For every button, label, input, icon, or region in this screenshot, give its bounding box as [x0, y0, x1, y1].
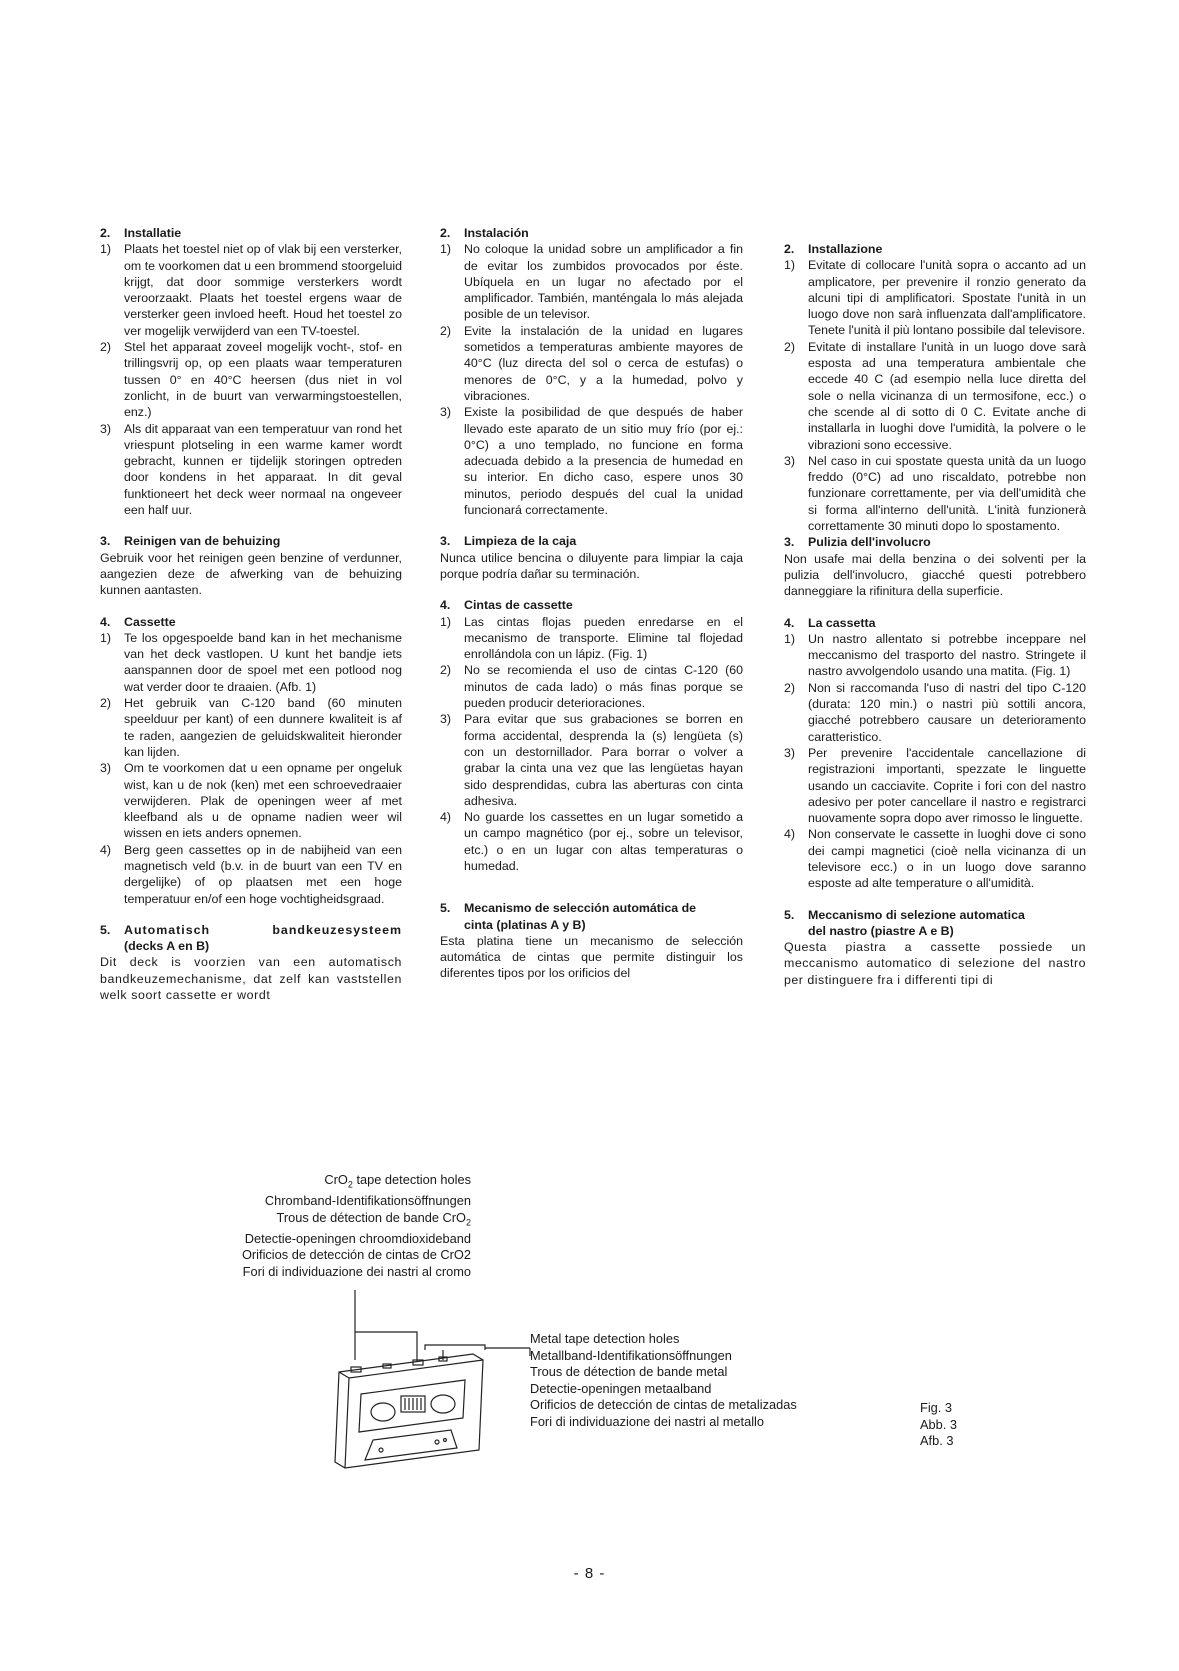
item-text: Non si raccomanda l'uso di nastri del tipo C-120 (durata: 120 min.) o nastri più sottili ancora, giacché potrebbero causare un deterioramento caratteristico.	[808, 680, 1086, 744]
list-item	[100, 421, 402, 519]
item-number: 3)	[440, 712, 452, 727]
cro2-detection-labels	[242, 1172, 471, 1281]
item-text: Om te voorkomen dat u een opname per ongeluk wist, kan u de nok (ken) met een schroevedraaier verwijderen. Plak de openingen weer af met kleefband als u de opname nadien weer wil wissen en iets anders opnemen.	[124, 761, 402, 841]
section-text: Gebruik voor het reinigen geen benzine of verdunner, aangezien deze de afwerking van de behuizing kunnen aantasten.	[100, 550, 402, 598]
it-installazione-section	[784, 241, 1086, 534]
item-number: 4)	[100, 842, 112, 857]
italian-column	[784, 241, 1086, 988]
section-number: 4.	[440, 598, 451, 613]
section-subtitle: del nastro (piastre A e B)	[808, 923, 954, 938]
cro2-label-it: Fori di individuazione dei nastri al cromo	[242, 1264, 471, 1280]
item-text: Het gebruik van C-120 band (60 minuten speelduur per kant) of een dunnere kwaliteit is af te raden, aangezien de geluidskwaliteit hieronder kan lijden.	[124, 696, 402, 759]
es-cintas-section	[440, 597, 743, 874]
figure-caption	[920, 1400, 957, 1450]
list-item	[100, 339, 402, 420]
item-number: 1)	[440, 242, 452, 257]
page-number: - 8 -	[573, 1565, 606, 1582]
reel-window-left	[371, 1403, 395, 1421]
guide-hole	[379, 1448, 383, 1452]
section-text: Non usafe mai della benzina o dei solventi per la pulizia dell'involucro, giacché questi potrebbero danneggiare la rifinitura della superficie.	[784, 551, 1086, 599]
label-part: tape detection holes	[352, 1172, 471, 1187]
list-item	[784, 826, 1086, 891]
item-text: Para evitar que sus grabaciones se borren en forma accidental, desprenda la (s) lengüeta (s) con un destornillador. Para borrar o volver a grabar la cinta una vez que las lengüetas hayan sido desprendidas, cubra las aberturas con cinta adhesiva.	[464, 712, 743, 808]
section-title: La cassetta	[808, 615, 876, 630]
spanish-column	[440, 225, 743, 982]
label-subscript: 2	[465, 1217, 471, 1228]
es-instalacion-heading	[440, 225, 743, 241]
item-text: Evitate di collocare l'unità sopra o accanto ad un amplicatore, per prevenire il ronzio generato da alcuni tipi di amplificatori. Spostate l'unità in un luogo dove non sarà influenzata dall'amplificatore. Tenete l'unità il più lontano possibile dal televisore.	[808, 258, 1086, 338]
section-title: Instalación	[464, 226, 529, 240]
item-number: 2)	[100, 696, 112, 711]
list-item	[440, 323, 743, 404]
cro2-label-de: Chromband-Identifikationsöffnungen	[264, 1193, 471, 1209]
section-title: Cintas de cassette	[464, 598, 573, 613]
item-text: No se recomienda el uso de cintas C-120 (60 minutos de cada lado) o más finas porque se pueden producir deterioraciones.	[464, 663, 743, 711]
cro2-label-en	[242, 1172, 471, 1193]
item-text: Als dit apparaat van een temperatuur van rond het vriespunt plotseling in een warme kamer wordt gebracht, kunnen er tijdelijk storingen optreden door kondens in het apparaat. In dit geval funktioneert het deck weer normaal na ongeveer een half uur.	[124, 421, 402, 518]
item-number: 1)	[100, 630, 112, 645]
section-text: Questa piastra a cassette possiede un meccanismo automatico di selezione del nastro per distinguere fra i differenti tipi di	[784, 940, 1086, 987]
list-item	[784, 453, 1086, 534]
nl-auto-heading	[100, 922, 402, 955]
item-number: 3)	[100, 761, 112, 776]
it-cassetta-heading	[784, 615, 1086, 631]
guide-hole	[435, 1440, 439, 1444]
item-text: Existe la posibilidad de que después de haber llevado este aparato de un sitio muy frío (por ej.: 0°C) a uno templado, no funcione en forma adecuada debido a la presencia de humedad en su interior. En dicho caso, espere unos 30 minutos, periodo después del cual la unidad funcionará correctamente.	[464, 405, 743, 518]
list-item	[440, 662, 743, 711]
fig-label-nl: Afb. 3	[920, 1433, 954, 1449]
it-installazione-heading	[784, 241, 1086, 257]
nl-reinigen-heading	[100, 533, 402, 549]
item-text: Stel het apparaat zoveel mogelijk vocht-, stof- en trillingsvrij op, op een plaats waar temperaturen tussen 0° en 40°C heersen (dus niet in vol zonlicht, in de buurt van verwarmingstoestellen, enz.)	[124, 340, 402, 420]
metal-label-it: Fori di individuazione dei nastri al metallo	[530, 1413, 765, 1429]
list-item	[440, 241, 743, 322]
item-number: 4)	[440, 810, 452, 825]
guide-hole	[444, 1439, 447, 1442]
item-number: 2)	[100, 340, 112, 355]
section-number: 5.	[784, 907, 795, 922]
list-item	[784, 339, 1086, 453]
section-subtitle: (decks A en B)	[124, 939, 210, 954]
dutch-column	[100, 225, 402, 1003]
cro2-label-es: Orificios de detección de cintas de CrO2	[241, 1247, 471, 1263]
list-item	[440, 404, 743, 518]
item-number: 2)	[784, 680, 796, 695]
metal-label-es: Orificios de detección de cintas de metalizadas	[530, 1397, 797, 1413]
it-meccanismo-section	[784, 907, 1086, 988]
nl-cassette-section	[100, 614, 402, 907]
nl-cassette-heading	[100, 614, 402, 630]
label-part: Trous de détection de bande CrO	[276, 1209, 466, 1225]
section-title: Installatie	[124, 226, 182, 240]
section-number: 5.	[440, 901, 451, 916]
label-part: CrO	[324, 1172, 348, 1187]
section-number: 4.	[100, 614, 111, 629]
fig-label-en: Fig. 3	[920, 1400, 953, 1415]
section-title: Mecanismo de selección automática de	[464, 901, 697, 916]
section-title: Installazione	[808, 242, 883, 256]
fig-label-de: Abb. 3	[920, 1416, 957, 1432]
item-number: 1)	[784, 258, 796, 273]
section-title: Reinigen van de behuizing	[124, 534, 281, 549]
section-number: 3.	[100, 534, 111, 549]
list-item	[784, 257, 1086, 338]
item-number: 2)	[440, 663, 452, 678]
it-pulizia-heading	[784, 534, 1086, 550]
it-meccanismo-heading	[784, 907, 1086, 940]
metal-label-de: Metallband-Identifikationsöffnungen	[530, 1347, 732, 1363]
item-number: 3)	[100, 421, 112, 436]
item-text: Un nastro allentato si potrebbe inceppare nel meccanismo del trasporto del nastro. Stringete il nastro avvolgendolo usando una matita. (Fig. 1)	[808, 631, 1086, 679]
item-number: 1)	[100, 242, 112, 257]
es-mecanismo-heading	[440, 900, 743, 933]
section-number: 3.	[440, 534, 451, 549]
item-number: 2)	[440, 323, 452, 338]
item-number: 3)	[784, 453, 796, 468]
section-title: Limpieza de la caja	[464, 534, 577, 549]
item-text: No coloque la unidad sobre un amplificador a fin de evitar los zumbidos provocados por éste. Ubíquela en un lugar no afectado por el amplificador. También, manténgala lo más alejada posible de un televisor.	[464, 242, 743, 322]
item-number: 1)	[440, 614, 452, 629]
metal-label-en: Metal tape detection holes	[530, 1331, 680, 1346]
section-number: 2.	[440, 226, 451, 240]
list-item	[100, 760, 402, 841]
it-cassetta-section	[784, 615, 1086, 892]
list-item	[100, 842, 402, 907]
item-number: 4)	[784, 827, 796, 842]
list-item	[440, 614, 743, 663]
nl-installatie-section	[100, 225, 402, 518]
list-item	[784, 680, 1086, 745]
item-text: Berg geen cassettes op in de nabijheid van een magnetisch veld (b.v. in de buurt van een TV en dergelijke) of op plaatsen met een hoge temperatuur en/of een hoge vochtigheidsgraad.	[124, 842, 402, 906]
item-text: No guarde los cassettes en un lugar sometido a un campo magnético (por ej., sobre un televisor, etc.) o en un lugar con altas temperaturas o humedad.	[464, 810, 743, 873]
item-text: Te los opgespoelde band kan in het mechanisme van het deck vastlopen. U kunt het bandje iets aanspannen door de spoel met een potlood nog wat verder door te draaien. (Afb. 1)	[124, 630, 402, 694]
list-item	[440, 809, 743, 874]
section-number: 4.	[784, 615, 795, 630]
cro2-label-fr	[242, 1210, 471, 1231]
metal-label-fr: Trous de détection de bande metal	[530, 1364, 728, 1380]
item-number: 1)	[784, 631, 796, 646]
section-text: Dit deck is voorzien van een automatisch bandkeuzemechanisme, dat zelf kan vaststellen welk soort cassette er wordt	[100, 955, 402, 1003]
section-title: Meccanismo di selezione automatica	[808, 907, 1025, 922]
es-cintas-heading	[440, 597, 743, 613]
section-text: Nunca utilice bencina o diluyente para limpiar la caja porque podría dañar su terminación.	[440, 550, 743, 581]
list-item	[784, 631, 1086, 680]
label-subscript: 2	[347, 1179, 353, 1190]
list-item	[100, 630, 402, 695]
es-instalacion-section	[440, 225, 743, 518]
cassette-body	[335, 1354, 483, 1468]
section-number: 2.	[784, 242, 795, 256]
cassette-figure	[325, 1290, 625, 1470]
section-title: Cassette	[124, 614, 176, 629]
item-text: Non conservate le cassette in luoghi dove ci sono dei campi magnetici (cioè nella vicinanza di un televisore ecc.) o in un luogo dove saranno esposte ad alte temperature o all'umidità.	[808, 827, 1086, 891]
item-text: Per prevenire l'accidentale cancellazione di registrazioni importanti, spezzate le linguette usando un cacciavite. Coprite i fori con del nastro adesivo per poter cancellare il nastro e registrarci nuovamente sopra dopo aver rimosso le linguette.	[808, 745, 1086, 826]
section-number: 2.	[100, 226, 111, 240]
item-text: Evite la instalación de la unidad en lugares sometidos a temperaturas ambiente mayores de 40°C (luz directa del sol o cerca de estufas) o menores de 0°C, y a la humedad, polvo y vibraciones.	[464, 323, 743, 403]
metal-leader-line	[425, 1345, 485, 1350]
es-mecanismo-section	[440, 900, 743, 981]
list-item	[100, 695, 402, 760]
section-title: Automatisch bandkeuzesysteem	[124, 922, 402, 937]
cro2-leader-line	[355, 1332, 417, 1362]
nl-installatie-heading	[100, 225, 402, 241]
section-subtitle: cinta (platinas A y B)	[464, 917, 586, 932]
item-number: 3)	[784, 745, 796, 760]
list-item	[784, 745, 1086, 826]
es-limpieza-heading	[440, 533, 743, 549]
metal-label-nl: Detectie-openingen metaalband	[530, 1380, 712, 1396]
item-number: 2)	[784, 339, 796, 354]
section-number: 5.	[100, 922, 111, 937]
nl-reinigen-section	[100, 533, 402, 598]
item-text: Evitate di installare l'unità in un luogo dove sarà esposta ad una temperatura ambientale che eccede 40 C (ad esempio nella luce diretta del sole o nella vicinanza di un termosifone, ecc.) o che scende al di sotto di 0 C. Evitate anche di installarla in luoghi dove l'umidità, la polvere o le vibrazioni sono eccessive.	[808, 339, 1086, 452]
section-text: Esta platina tiene un mecanismo de selección automática de cintas que permite distinguir los diferentes tipos por los orificios del	[440, 933, 743, 981]
item-text: Plaats het toestel niet op of vlak bij een versterker, om te voorkomen dat u een brommend stoorgeluid krijgt, dat door sommige versterkers wordt veroorzaakt. Plaats het toestel ergens waar de versterker geen invloed heeft. Houd het toestel zo ver mogelijk verwijderd van een TV-toestel.	[124, 242, 402, 338]
list-item	[100, 241, 402, 339]
cro2-label-nl: Detectie-openingen chroomdioxideband	[244, 1230, 471, 1246]
section-title: Pulizia dell'involucro	[808, 535, 931, 550]
it-pulizia-section	[784, 534, 1086, 599]
nl-auto-section	[100, 922, 402, 1003]
item-text: Las cintas flojas pueden enredarse en el mecanismo de transporte. Elimine tal flojedad enrollándola con un lápiz. (Fig. 1)	[464, 614, 743, 662]
section-number: 3.	[784, 535, 795, 550]
list-item	[440, 711, 743, 809]
item-number: 3)	[440, 405, 452, 420]
head-opening	[365, 1430, 457, 1460]
item-text: Nel caso in cui spostate questa unità da un luogo freddo (0°C) ad uno riscaldato, potrebbe non funzionare correttamente, per via dell'umidità che si forma all'interno dell'unità. L'inità funzionerà correttamente 30 minuti dopo lo spostamento.	[808, 453, 1086, 534]
es-limpieza-section	[440, 533, 743, 582]
cassette-front-edge	[345, 1378, 349, 1468]
reel-window-right	[431, 1395, 455, 1413]
